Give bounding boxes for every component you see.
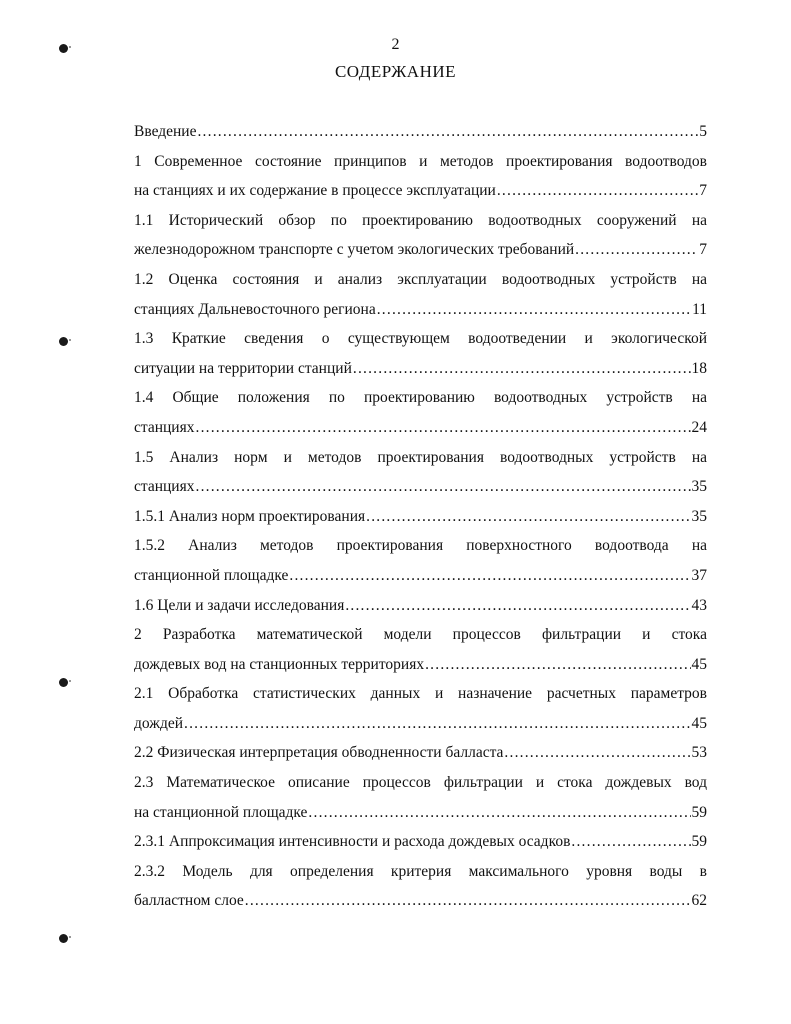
toc-entry-title: балластном слое [134, 892, 244, 910]
toc-entry-line [134, 650, 707, 680]
toc-entry [134, 206, 707, 265]
toc-page-number: 7 [699, 241, 707, 259]
toc-entry-first-line: 1 Современное состояние принципов и методов проектирования водоотводов [134, 152, 707, 170]
binding-hole-mark [59, 934, 68, 943]
toc-entry-first-line: 2 Разработка математической модели процессов фильтрации и стока [134, 626, 707, 644]
toc-page-number: 59 [691, 803, 707, 821]
toc-page-number: 5 [699, 123, 707, 140]
binding-hole-mark [59, 678, 68, 687]
toc-entry-first-line: 1.3 Краткие сведения о существующем водоотведении и экологической [134, 330, 707, 348]
dot-leader [575, 235, 698, 265]
toc-entry-line [134, 798, 707, 828]
dot-leader [308, 798, 690, 828]
toc-entry [134, 620, 707, 679]
dot-leader [353, 354, 691, 384]
toc-entry-title: 1.6 Цели и задачи исследования [134, 596, 345, 614]
dot-leader [366, 502, 690, 532]
toc-entry-line [134, 295, 707, 325]
dot-leader [196, 413, 691, 443]
toc-entry-line [134, 502, 707, 532]
toc-entry [134, 265, 707, 324]
toc-entry [134, 531, 707, 590]
dot-leader [504, 738, 690, 768]
page-title: СОДЕРЖАНИЕ [334, 62, 457, 81]
toc-entry-first-line: 1.4 Общие положения по проектированию водоотводных устройств на [134, 389, 707, 407]
toc-entry [134, 738, 707, 768]
toc-page-number: 62 [691, 892, 707, 910]
toc-entry-first-line: 1.2 Оценка состояния и анализ эксплуатации водоотводных устройств на [134, 270, 707, 288]
dot-leader [289, 561, 690, 591]
toc-entry-line [134, 886, 707, 916]
toc-page-number: 18 [691, 359, 707, 377]
dot-leader [497, 176, 698, 206]
toc-entry-first-line: 2.3.2 Модель для определения критерия максимального уровня воды в [134, 862, 707, 880]
toc-page-number: 59 [691, 833, 707, 851]
toc-entry-line [134, 591, 707, 621]
toc-entry [134, 443, 707, 502]
toc-entry [134, 502, 707, 532]
toc-entry-line [134, 413, 707, 443]
toc-entry-title: дождевых вод на станционных территориях [134, 655, 425, 673]
toc-entry-title: на станциях и их содержание в процессе эксплуатации [134, 182, 496, 200]
toc-entry-line [134, 235, 707, 265]
toc-entry [134, 147, 707, 206]
toc-entry-line [134, 117, 707, 147]
toc-entry [134, 591, 707, 621]
toc-entry-first-line: 2.3 Математическое описание процессов фильтрации и стока дождевых вод [134, 774, 707, 792]
toc-entry [134, 679, 707, 738]
toc-page-number: 7 [699, 182, 707, 200]
toc-page-number: 24 [691, 418, 707, 436]
toc-page-number: 43 [691, 596, 707, 614]
toc-entry [134, 768, 707, 827]
dot-leader [377, 295, 691, 325]
toc-entry-title: на станционной площадке [134, 803, 308, 821]
page-number: 2 [391, 36, 400, 53]
toc-entry-title: железнодорожном транспорте с учетом экологических требований [134, 241, 575, 259]
toc-entry-line [134, 827, 707, 857]
toc-entry-line [134, 472, 707, 502]
toc-entry-first-line: 1.1 Исторический обзор по проектированию водоотводных сооружений на [134, 211, 707, 229]
toc-entry-title: Введение [134, 123, 197, 140]
toc-entry [134, 324, 707, 383]
toc-entry-title: станциях [134, 418, 195, 436]
toc-page-number: 45 [691, 714, 707, 732]
toc-entry-line [134, 738, 707, 768]
dot-leader [196, 472, 691, 502]
toc-entry-title: дождей [134, 714, 184, 732]
toc-entry [134, 117, 707, 147]
binding-hole-mark [59, 337, 68, 346]
toc-entry-first-line: 2.1 Обработка статистических данных и назначение расчетных параметров [134, 685, 707, 703]
toc-page-number: 35 [691, 507, 707, 525]
toc-page-number: 11 [692, 300, 707, 318]
toc-entry-title: 2.2 Физическая интерпретация обводненности балласта [134, 744, 504, 762]
toc-entry-line [134, 354, 707, 384]
dot-leader [184, 709, 690, 739]
toc-entry-first-line: 1.5 Анализ норм и методов проектирования водоотводных устройств на [134, 448, 707, 466]
toc-entry [134, 383, 707, 442]
toc-entry [134, 857, 707, 916]
dot-leader [197, 117, 698, 147]
toc-entry [134, 827, 707, 857]
toc-entry-title: станционной площадке [134, 566, 289, 584]
toc-page-number: 37 [691, 566, 707, 584]
dot-leader [245, 886, 691, 916]
toc-entry-line [134, 561, 707, 591]
toc-entry-title: 1.5.1 Анализ норм проектирования [134, 507, 366, 525]
dot-leader [345, 591, 690, 621]
dot-leader [571, 827, 690, 857]
toc-entry-title: станциях Дальневосточного региона [134, 300, 376, 318]
toc-entry-line [134, 176, 707, 206]
toc-page-number: 35 [691, 478, 707, 496]
toc-entry-title: 2.3.1 Аппроксимация интенсивности и расхода дождевых осадков [134, 833, 571, 851]
table-of-contents [134, 117, 707, 916]
toc-page-number: 53 [691, 744, 707, 762]
toc-page-number: 45 [691, 655, 707, 673]
toc-entry-title: ситуации на территории станций [134, 359, 352, 377]
dot-leader [425, 650, 690, 680]
toc-entry-first-line: 1.5.2 Анализ методов проектирования поверхностного водоотвода на [134, 537, 707, 555]
toc-entry-line [134, 709, 707, 739]
toc-entry-title: станциях [134, 478, 195, 496]
